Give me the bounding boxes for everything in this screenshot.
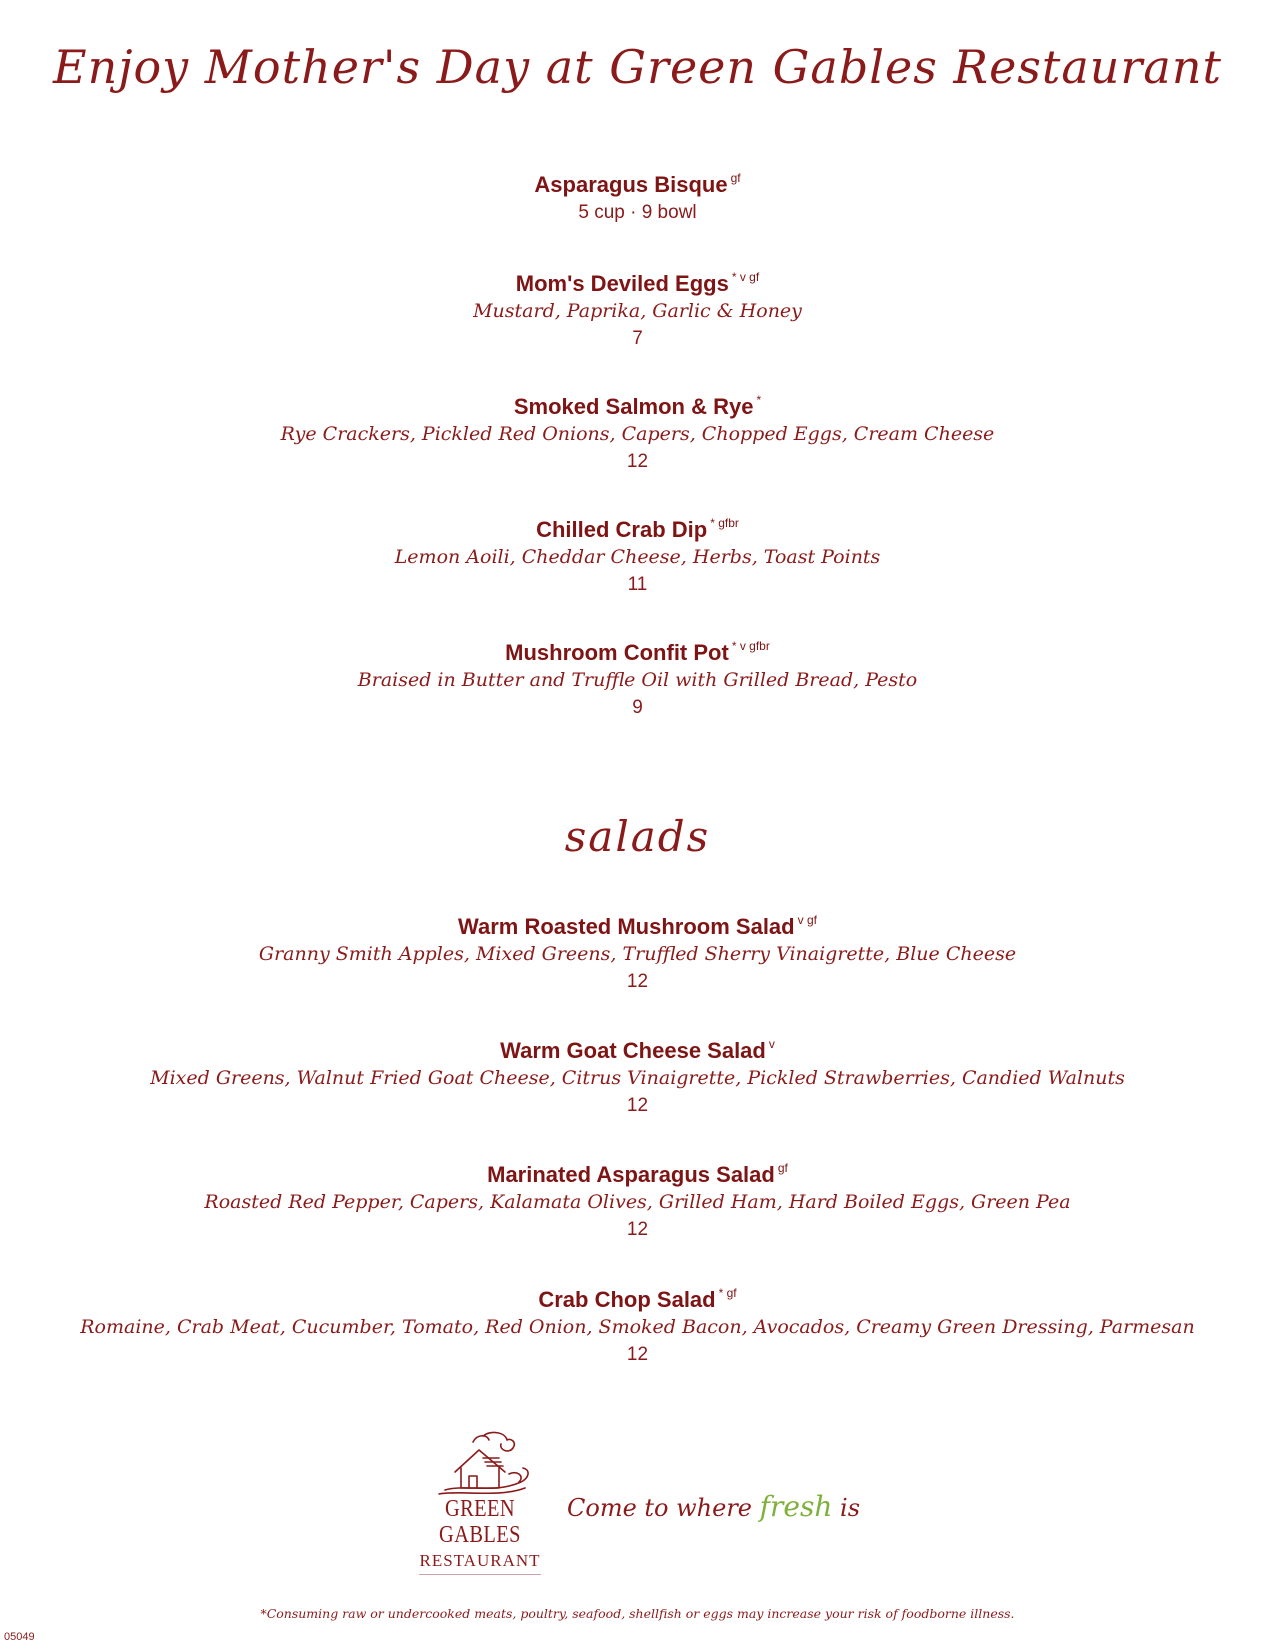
menu-item-smoked-salmon (0, 386, 1275, 475)
item-price: 12 (626, 971, 649, 992)
item-price: 9 (632, 697, 643, 718)
item-price: 5 cup · 9 bowl (578, 202, 697, 223)
item-name: Marinated Asparagus Salad $^{gf}$ (487, 1161, 788, 1187)
health-disclaimer: *Consuming raw or undercooked meats, poultry, seafood, shellfish or eggs may increase your risk of foodborne illness. (260, 1606, 1015, 1621)
item-name: Smoked Salmon & Rye * (513, 393, 762, 419)
dietary-tags: * gfbr (710, 516, 739, 530)
item-description: Granny Smith Apples, Mixed Greens, Truffled Sherry Vinaigrette, Blue Cheese (258, 943, 1017, 965)
item-description: Roasted Red Pepper, Capers, Kalamata Olives, Grilled Ham, Hard Boiled Eggs, Green Pea (204, 1191, 1071, 1213)
tagline-highlight: fresh (759, 1490, 833, 1523)
green-gables-logo (410, 1428, 550, 1575)
item-name: Asparagus Bisque $^{gf}$ (534, 171, 741, 197)
tagline (567, 1490, 860, 1523)
item-description: Rye Crackers, Pickled Red Onions, Capers, Chopped Eggs, Cream Cheese (280, 423, 995, 445)
menu-item-crab-dip (0, 509, 1275, 598)
salads-heading: salads (564, 812, 711, 861)
item-description: Romaine, Crab Meat, Cucumber, Tomato, Red Onion, Smoked Bacon, Avocados, Creamy Green Dressing, Parmesan (80, 1316, 1195, 1338)
menu-item-crab-chop-salad (0, 1279, 1275, 1368)
menu-item-mushroom-confit (0, 632, 1275, 721)
document-code: 05049 (4, 1631, 35, 1643)
menu-item-goat-cheese-salad (0, 1030, 1275, 1119)
item-description: Mustard, Paprika, Garlic & Honey (473, 300, 802, 322)
item-price: 7 (632, 328, 643, 349)
menu-item-asparagus-salad (0, 1154, 1275, 1243)
dietary-tags: gf (730, 171, 741, 185)
item-price: 12 (626, 1095, 649, 1116)
item-description: Mixed Greens, Walnut Fried Goat Cheese, Citrus Vinaigrette, Pickled Strawberries, Candied Walnuts (150, 1067, 1125, 1089)
item-name: Chilled Crab Dip $^{* gfbr}$ (536, 516, 739, 542)
tagline-before: Come to where (567, 1494, 753, 1522)
tagline-after: is (840, 1494, 861, 1522)
item-name: Mom's Deviled Eggs $^{* v gf}$ (515, 270, 760, 296)
item-price: 12 (626, 1219, 649, 1240)
dietary-tags: * gf (718, 1286, 737, 1300)
item-description: Braised in Butter and Truffle Oil with Grilled Bread, Pesto (357, 669, 918, 691)
menu-item-deviled-eggs (0, 263, 1275, 352)
item-price: 12 (626, 451, 649, 472)
menu-item-asparagus-bisque (0, 164, 1275, 226)
dietary-tags: * (756, 393, 762, 407)
page-title: Enjoy Mother's Day at Green Gables Restaurant (53, 40, 1222, 94)
dietary-tags: v (768, 1037, 775, 1051)
item-name: Warm Roasted Mushroom Salad $^{v gf}$ (458, 913, 817, 939)
item-description: Lemon Aoili, Cheddar Cheese, Herbs, Toast Points (394, 546, 881, 568)
logo-wordmark: GREEN GABLES (439, 1496, 521, 1548)
item-name: Warm Goat Cheese Salad $^v$ (500, 1037, 775, 1063)
item-name: Mushroom Confit Pot $^{* v gfbr}$ (505, 639, 770, 665)
logo-subtitle: RESTAURANT (419, 1550, 540, 1575)
menu-item-warm-mushroom-salad (0, 906, 1275, 995)
item-price: 11 (627, 574, 648, 595)
dietary-tags: * v gf (731, 270, 760, 284)
dietary-tags: gf (777, 1161, 788, 1175)
house-logo-icon (425, 1428, 535, 1496)
item-name: Crab Chop Salad $^{* gf}$ (538, 1286, 737, 1312)
dietary-tags: v gf (797, 913, 817, 927)
item-price: 12 (626, 1344, 649, 1365)
dietary-tags: * v gfbr (731, 639, 770, 653)
